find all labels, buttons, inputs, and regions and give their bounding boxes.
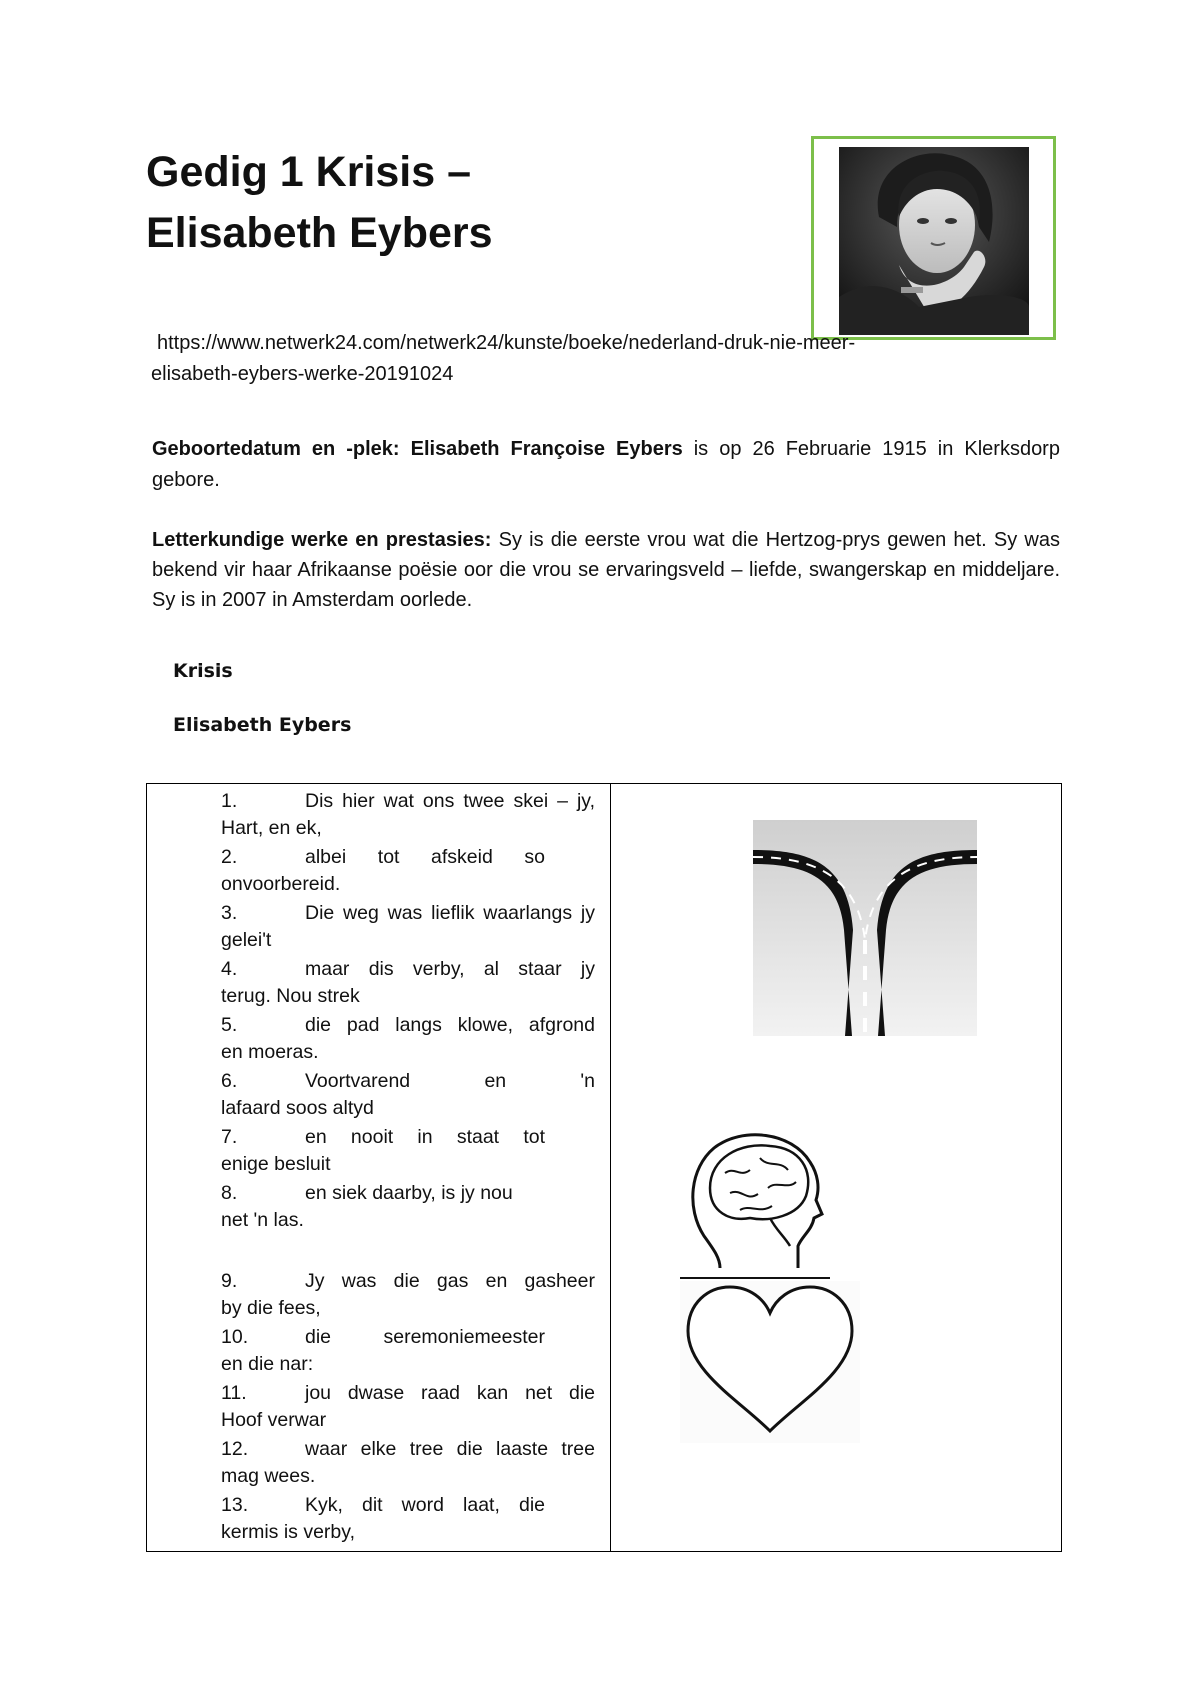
works-text: Sy is die eerste vrou wat die Hertzog-prys gewen het. Sy was bekend vir haar Afrikaanse poësie oor die vrou se ervaringsveld – liefde, swangerskap en middeljare. Sy is in 2007 in Amsterdam oorlede.	[152, 529, 1060, 611]
line-continuation: onvoorbereid.	[221, 873, 341, 895]
line-text: Voortvarend en 'n	[305, 1070, 595, 1092]
source-url-line-1[interactable]: https://www.netwerk24.com/netwerk24/kunste/boeke/nederland-druk-nie-meer-	[157, 332, 856, 354]
page-title	[146, 142, 493, 264]
line-continuation: en die nar:	[221, 1353, 314, 1375]
table-divider	[610, 784, 611, 1551]
line-number: 3.	[221, 902, 238, 924]
line-text: waar elke tree die laaste tree	[305, 1438, 595, 1460]
line-continuation: mag wees.	[221, 1465, 316, 1487]
line-text: Jy was die gas en gasheer	[305, 1270, 595, 1292]
poem-line	[221, 1068, 595, 1122]
line-number: 4.	[221, 958, 238, 980]
line-text: en siek daarby, is jy nou	[305, 1182, 513, 1204]
line-text: Dis hier wat ons twee skei – jy,	[305, 790, 595, 812]
poem-title: Krisis	[173, 660, 233, 682]
line-text: Die weg was lieflik waarlangs jy	[305, 902, 595, 924]
poem-author: Elisabeth Eybers	[173, 714, 352, 736]
line-continuation: Hoof verwar	[221, 1409, 327, 1431]
title-line-1: Gedig 1 Krisis –	[146, 148, 472, 196]
line-continuation: Hart, en ek,	[221, 817, 322, 839]
stanza-gap	[221, 1236, 595, 1268]
birth-text: is op 26 Februarie 1915 in Klerksdorp gebore.	[152, 438, 1060, 491]
line-continuation: by die fees,	[221, 1297, 321, 1319]
line-number: 11.	[221, 1382, 247, 1404]
poem-line	[221, 1492, 595, 1546]
poem-line	[221, 1124, 595, 1178]
forked-road-image	[753, 820, 977, 1036]
birth-label: Geboortedatum en -plek:	[152, 438, 400, 460]
line-number: 2.	[221, 846, 238, 868]
poem-line	[221, 844, 595, 898]
poem-line	[221, 1436, 595, 1490]
line-text: maar dis verby, al staar jy	[305, 958, 595, 980]
line-continuation: kermis is verby,	[221, 1521, 355, 1543]
birth-paragraph	[152, 434, 1060, 496]
line-text: die pad langs klowe, afgrond	[305, 1014, 595, 1036]
works-paragraph	[152, 525, 1060, 615]
line-text: en nooit in staat tot	[305, 1126, 545, 1148]
source-url-line-2[interactable]: elisabeth-eybers-werke-20191024	[151, 363, 454, 385]
line-number: 1.	[221, 790, 238, 812]
title-line-2: Elisabeth Eybers	[146, 209, 493, 257]
line-number: 10.	[221, 1326, 249, 1348]
line-text: Kyk, dit word laat, die	[305, 1494, 545, 1516]
poem-text	[221, 788, 595, 1548]
author-portrait-photo	[839, 147, 1029, 335]
poem-line	[221, 1012, 595, 1066]
line-number: 7.	[221, 1126, 238, 1148]
line-number: 12.	[221, 1438, 249, 1460]
line-text: jou dwase raad kan net die	[305, 1382, 595, 1404]
line-number: 13.	[221, 1494, 249, 1516]
line-number: 9.	[221, 1270, 238, 1292]
birth-name: Elisabeth Françoise Eybers	[410, 438, 683, 460]
source-url[interactable]	[151, 328, 1031, 390]
line-number: 5.	[221, 1014, 238, 1036]
poem-line	[221, 956, 595, 1010]
author-portrait-frame	[811, 136, 1056, 340]
line-continuation: lafaard soos altyd	[221, 1097, 374, 1119]
heart-icon	[680, 1281, 860, 1443]
poem-line	[221, 1324, 595, 1378]
poem-line	[221, 788, 595, 842]
line-continuation: gelei't	[221, 929, 272, 951]
poem-line	[221, 1180, 595, 1234]
line-text: die seremoniemeester	[305, 1326, 545, 1348]
brain-head-icon	[680, 1118, 840, 1280]
line-continuation: terug. Nou strek	[221, 985, 360, 1007]
poem-line	[221, 1268, 595, 1322]
works-label: Letterkundige werke en prestasies:	[152, 529, 492, 551]
line-continuation: enige besluit	[221, 1153, 331, 1175]
line-continuation: net 'n las.	[221, 1209, 304, 1231]
poem-line	[221, 1380, 595, 1434]
line-number: 6.	[221, 1070, 238, 1092]
line-text: albei tot afskeid so	[305, 846, 545, 868]
portrait-image	[839, 147, 1029, 335]
poem-line	[221, 900, 595, 954]
line-number: 8.	[221, 1182, 238, 1204]
line-continuation: en moeras.	[221, 1041, 319, 1063]
